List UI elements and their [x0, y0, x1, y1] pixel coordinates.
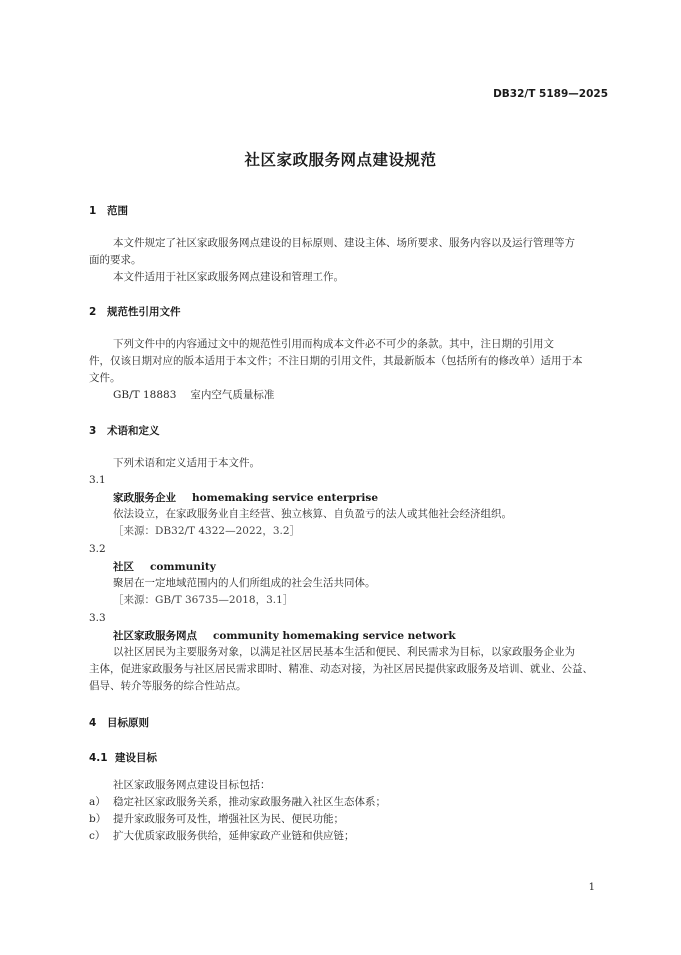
- list-item: [89, 829, 355, 843]
- list-label: c）: [89, 830, 106, 842]
- term-number: 3.2: [89, 543, 106, 555]
- section-1-heading: [89, 203, 128, 218]
- paragraph-line: 社区家政服务网点建设目标包括：: [113, 779, 271, 791]
- list-item: [89, 812, 344, 826]
- subsection-4-1-heading: [89, 750, 157, 765]
- reference-code: GB/T 18883: [113, 389, 177, 401]
- term-definition: 聚居在一定地域范围内的人们所组成的社会生活共同体。: [113, 577, 376, 589]
- term-definition: 依法设立，在家政服务业自主经营、独立核算、自负盈亏的法人或其他社会经济组织。: [113, 508, 512, 520]
- standard-code: DB32/T 5189—2025: [493, 88, 608, 100]
- term-zh: 家政服务企业: [113, 492, 176, 504]
- section-number: 2: [89, 306, 97, 318]
- term-definition: 主体，促进家政服务与社区居民需求即时、精准、动态对接，为社区居民提供家政服务及培训、就业、公益、: [89, 663, 593, 675]
- normative-reference: [113, 388, 274, 402]
- document-title: 社区家政服务网点建设规范: [244, 151, 437, 169]
- section-title: 规范性引用文件: [107, 306, 181, 318]
- term-zh: 社区: [113, 561, 134, 573]
- list-label: b）: [89, 813, 107, 825]
- paragraph-line: 下列文件中的内容通过文中的规范性引用而构成本文件必不可少的条款。其中，注日期的引用文: [113, 338, 554, 350]
- section-3-heading: [89, 423, 160, 438]
- term-zh: 社区家政服务网点: [113, 630, 197, 642]
- paragraph-line: 本文件规定了社区家政服务网点建设的目标原则、建设主体、场所要求、服务内容以及运行管理等方: [113, 237, 575, 249]
- section-number: 4: [89, 717, 97, 729]
- list-label: a）: [89, 796, 106, 808]
- list-text: 扩大优质家政服务供给，延伸家政产业链和供应链；: [113, 830, 355, 842]
- term-en: community: [150, 561, 216, 573]
- paragraph-line: 文件。: [89, 372, 121, 384]
- term-number: 3.1: [89, 474, 106, 486]
- subsection-title: 建设目标: [115, 752, 157, 764]
- section-title: 术语和定义: [107, 425, 160, 437]
- subsection-number: 4.1: [89, 752, 108, 764]
- section-4-heading: [89, 715, 149, 730]
- list-text: 提升家政服务可及性，增强社区为民、便民功能；: [113, 813, 344, 825]
- paragraph-line: 件，仅该日期对应的版本适用于本文件；不注日期的引用文件，其最新版本（包括所有的修改单）适用于本: [89, 355, 583, 367]
- term-definition: 倡导、转介等服务的综合性站点。: [89, 680, 247, 692]
- page-number: 1: [588, 882, 595, 893]
- section-title: 目标原则: [107, 717, 149, 729]
- paragraph-line: 面的要求。: [89, 254, 142, 266]
- term-source: ［来源：GB/T 36735—2018，3.1］: [113, 594, 294, 606]
- section-2-heading: [89, 304, 181, 319]
- reference-title: 室内空气质量标准: [190, 389, 275, 401]
- section-number: 3: [89, 425, 97, 437]
- list-text: 稳定社区家政服务关系，推动家政服务融入社区生态体系；: [113, 796, 386, 808]
- term-entry: [113, 628, 456, 643]
- term-entry: [113, 559, 216, 574]
- term-source: ［来源：DB32/T 4322—2022，3.2］: [113, 525, 301, 537]
- paragraph-line: 下列术语和定义适用于本文件。: [113, 457, 260, 469]
- list-item: [89, 795, 386, 809]
- term-en: community homemaking service network: [213, 630, 456, 642]
- term-number: 3.3: [89, 612, 106, 624]
- term-entry: [113, 490, 378, 505]
- section-title: 范围: [107, 205, 128, 217]
- paragraph-line: 本文件适用于社区家政服务网点建设和管理工作。: [113, 271, 344, 283]
- term-en: homemaking service enterprise: [192, 492, 379, 504]
- section-number: 1: [89, 205, 97, 217]
- term-definition: 以社区居民为主要服务对象，以满足社区居民基本生活和便民、利民需求为目标，以家政服务企业为: [113, 646, 575, 658]
